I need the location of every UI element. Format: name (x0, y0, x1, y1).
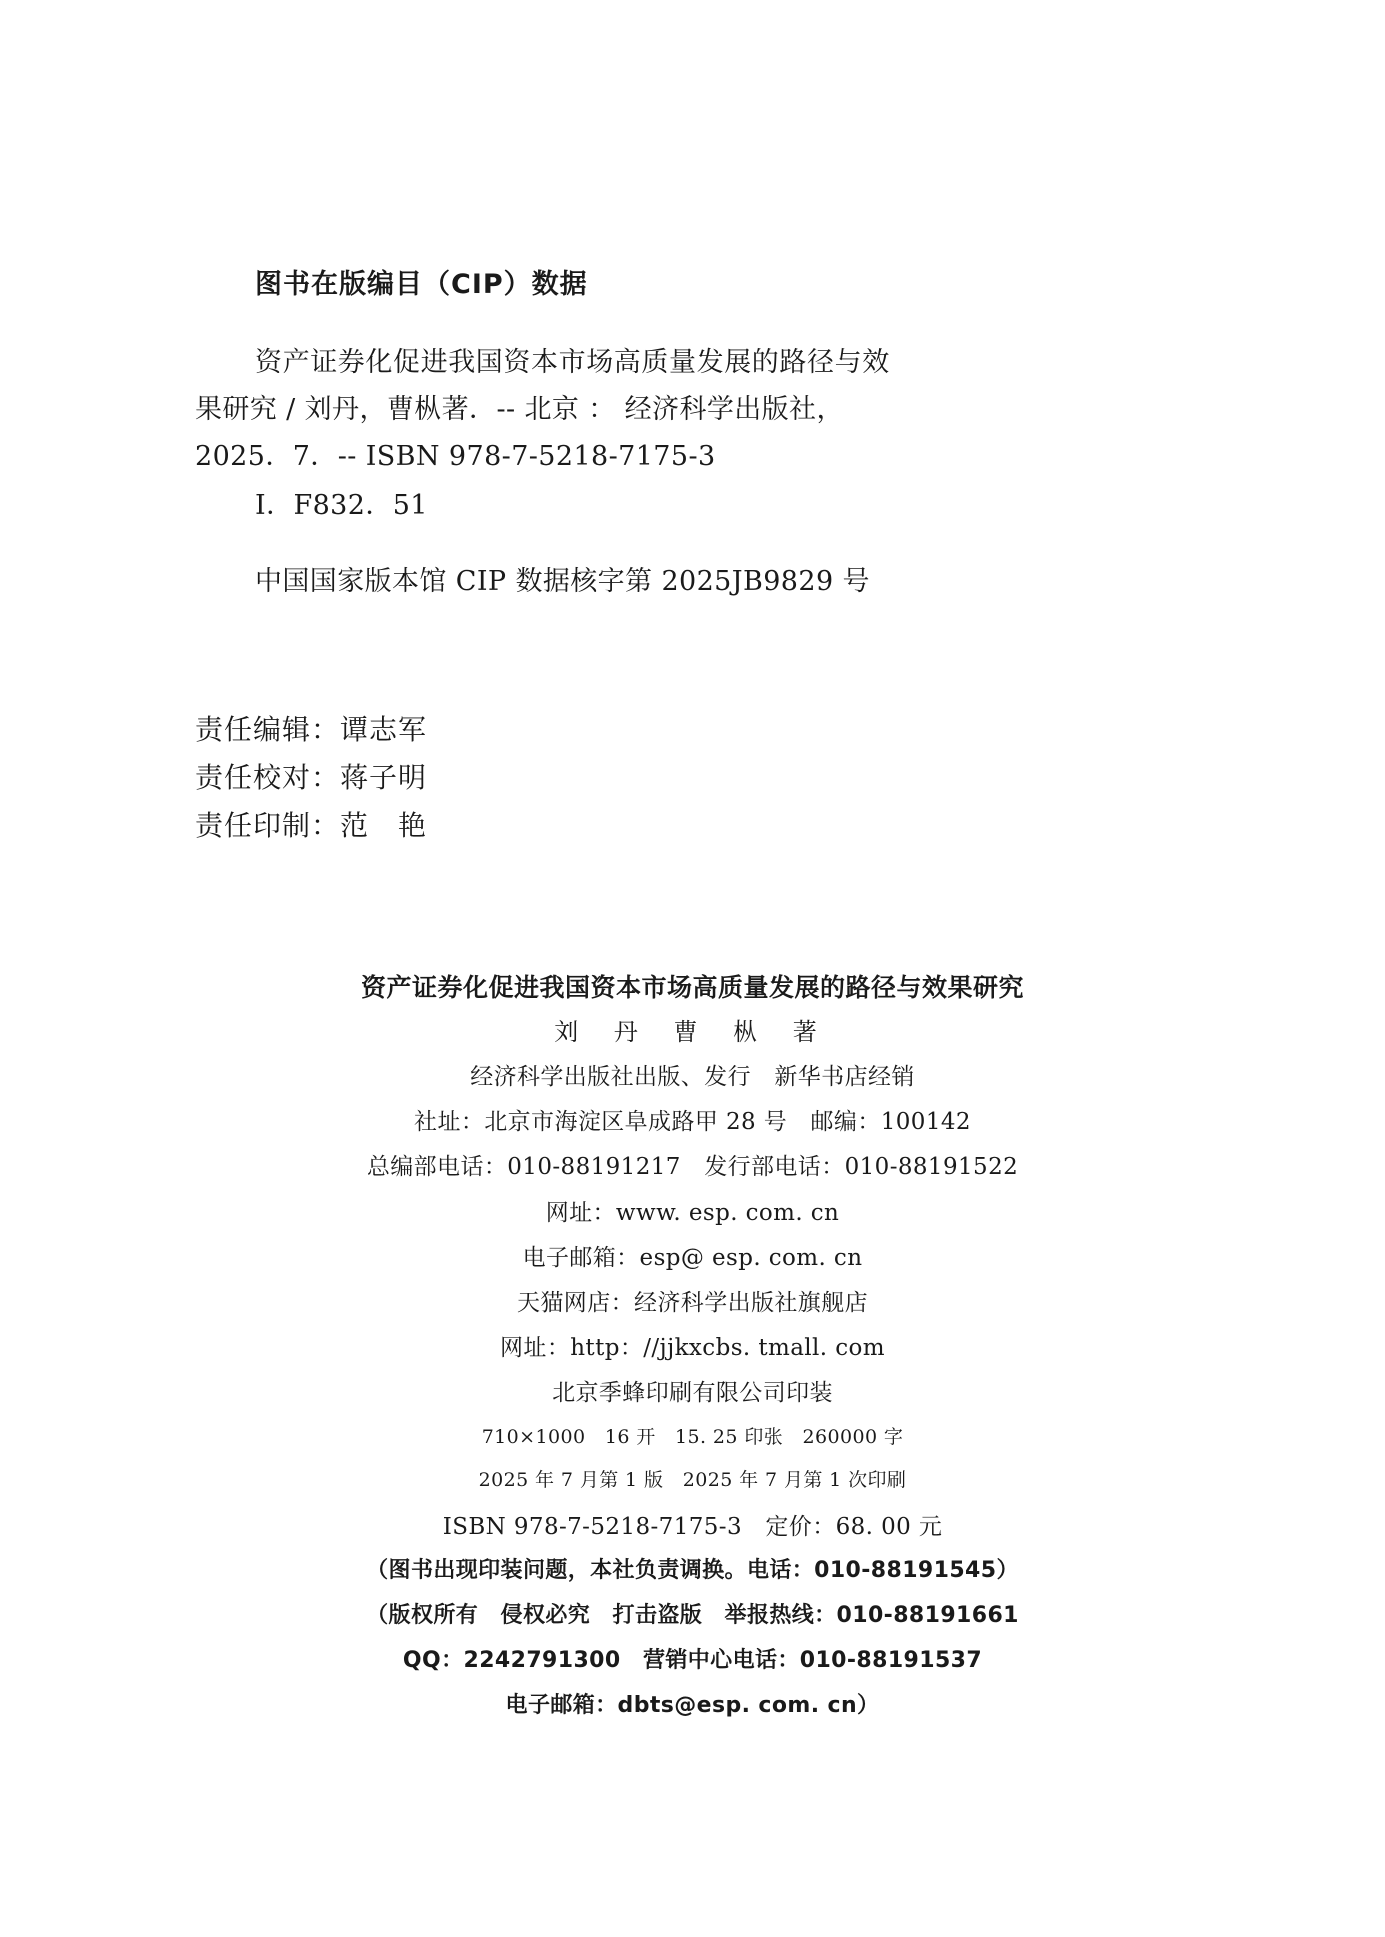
imprint-email: 电子邮箱：esp@ esp. com. cn (522, 1245, 863, 1271)
imprint-website: 网址：www. esp. com. cn (545, 1200, 840, 1226)
imprint-notice-email: 电子邮箱：dbts@esp. com. cn） (505, 1693, 880, 1718)
responsible-proofreader: 责任校对：蒋子明 (195, 761, 428, 794)
imprint-address: 社址：北京市海淀区阜成路甲 28 号 邮编：100142 (414, 1109, 971, 1135)
responsible-editor: 责任编辑：谭志军 (195, 713, 428, 746)
imprint-tmall-url: 网址：http：//jjkxcbs. tmall. com (500, 1335, 885, 1361)
imprint-edition: 2025 年 7 月第 1 版 2025 年 7 月第 1 次印刷 (478, 1469, 907, 1491)
cip-classification: Ⅰ．F832．51 (255, 490, 428, 521)
imprint-title: 资产证券化促进我国资本市场高质量发展的路径与效果研究 (360, 973, 1024, 1002)
imprint-notice-contact: QQ：2242791300 营销中心电话：010-88191537 (402, 1648, 983, 1673)
responsible-printing: 责任印制：范 艳 (195, 809, 428, 842)
imprint-printer: 北京季蜂印刷有限公司印装 (552, 1380, 833, 1406)
cip-record-number: 中国国家版本馆 CIP 数据核字第 2025JB9829 号 (255, 566, 870, 597)
cip-title-line-1: 资产证券化促进我国资本市场高质量发展的路径与效 (255, 347, 890, 378)
imprint-authors: 刘 丹 曹 枞 著 (554, 1018, 831, 1046)
imprint-phones: 总编部电话：010-88191217 发行部电话：010-88191522 (366, 1154, 1019, 1180)
imprint-isbn-price: ISBN 978-7-5218-7175-3 定价：68. 00 元 (442, 1514, 943, 1540)
cip-date-isbn-line: 2025．7．-- ISBN 978-7-5218-7175-3 (195, 441, 716, 472)
imprint-tmall-store: 天猫网店：经济科学出版社旗舰店 (517, 1290, 868, 1316)
cip-heading: 图书在版编目（CIP）数据 (255, 269, 588, 300)
imprint-specs: 710×1000 16 开 15. 25 印张 260000 字 (481, 1426, 904, 1448)
cip-title-line-2: 果研究 / 刘丹，曹枞著．-- 北京 ： 经济科学出版社， (195, 394, 844, 425)
imprint-notice-repair: （图书出现印装问题，本社负责调换。电话：010-88191545） (366, 1558, 1019, 1583)
imprint-notice-copyright: （版权所有 侵权必究 打击盗版 举报热线：010-88191661 (366, 1603, 1019, 1628)
imprint-publisher: 经济科学出版社出版、发行 新华书店经销 (470, 1064, 915, 1090)
